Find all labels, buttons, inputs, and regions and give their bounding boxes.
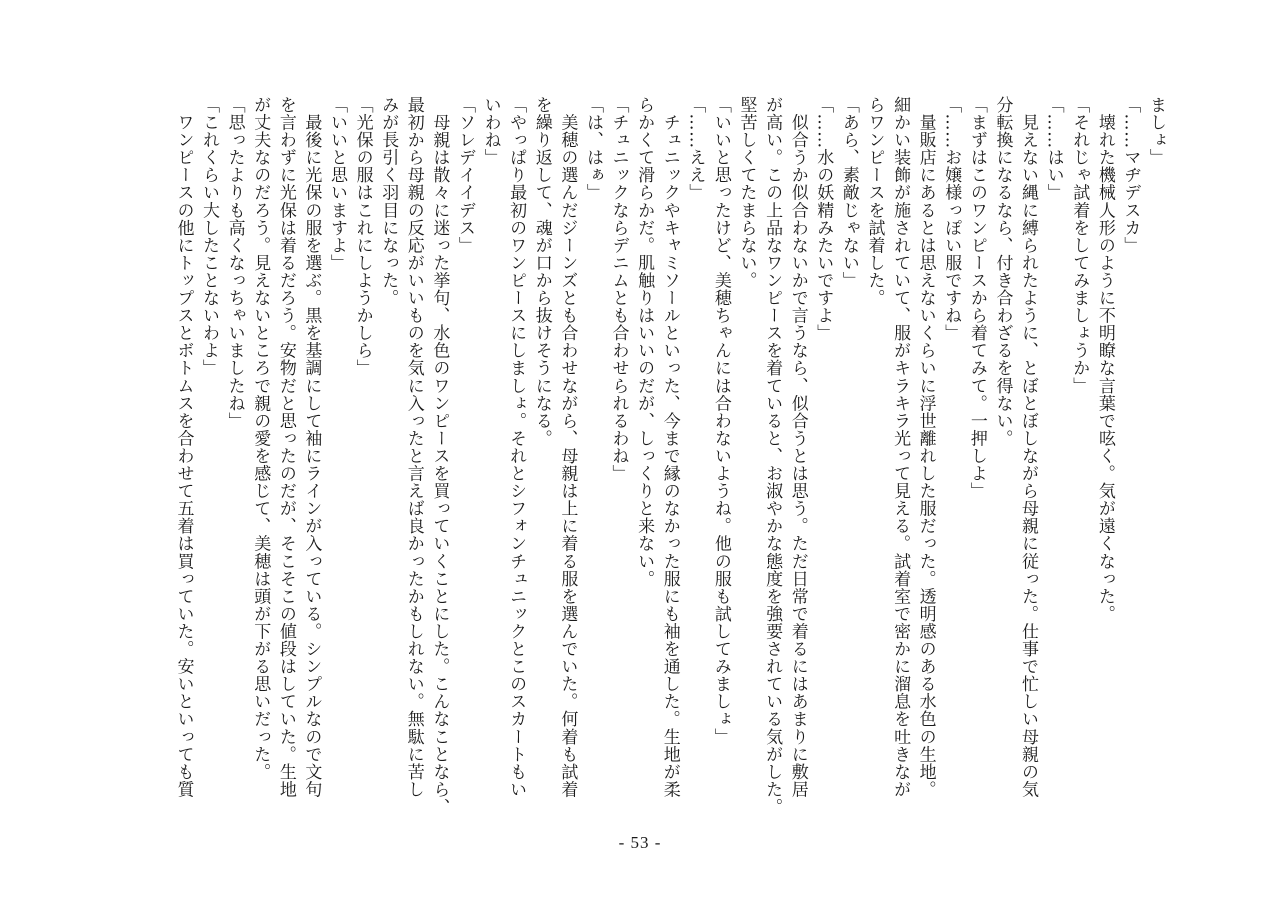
text-line: 堅苦しくてたまらない。 xyxy=(736,96,757,290)
text-line: 「は、はぁ」 xyxy=(582,96,603,202)
text-line: らかくて滑らかだ。肌触りはいいのだが、しっくりと来ない。 xyxy=(634,96,655,588)
text-line: 最後に光保の服を選ぶ。黒を基調にして袖にラインが入っている。シンプルなので文句 xyxy=(301,96,322,798)
text-line: 「いいと思いますよ」 xyxy=(327,96,347,272)
text-line: いわね」 xyxy=(480,96,501,167)
text-line: を繰り返して、魂が口から抜けそうになる。 xyxy=(531,96,552,447)
text-line: 「……マヂデスカ」 xyxy=(1120,96,1141,254)
text-line: ワンピースの他にトップスとボトムスを合わせて五着は買っていた。安いといっても質 xyxy=(173,96,194,798)
text-line: が高い。この上品なワンピースを着ていると、お淑やかな態度を強要されている気がした。 xyxy=(762,96,783,816)
vertical-text-body xyxy=(98,96,1168,816)
text-line: ましょ」 xyxy=(1146,96,1166,167)
text-line: 「……水の妖精みたいですよ」 xyxy=(813,96,834,342)
text-line: 「……はい」 xyxy=(1043,96,1064,202)
text-line: 量販店にあるとは思えないくらいに浮世離れした服だった。透明感のある水色の生地。 xyxy=(915,96,936,798)
text-line: みが長引く羽目になった。 xyxy=(378,96,399,307)
text-line: らワンピースを試着した。 xyxy=(864,96,885,307)
text-line: 見えない縄に縛られたように、とぼとぼしながら母親に従った。仕事で忙しい母親の気 xyxy=(1018,96,1039,798)
text-line: 「ソレデイイデス」 xyxy=(454,96,475,254)
text-line: 「まずはこのワンピースから着てみて。一押しよ」 xyxy=(966,96,987,500)
text-line: 「いいと思ったけど、美穂ちゃんには合わないようね。他の服も試してみましょ」 xyxy=(710,96,731,746)
text-line: が丈夫なのだろう。見えないところで親の愛を感じて、美穂は頭が下がる思いだった。 xyxy=(250,96,271,781)
text-line: 「思ったよりも高くなっちゃいましたね」 xyxy=(224,96,245,430)
text-line: チュニックやキャミソールといった、今まで縁のなかった服にも袖を通した。生地が柔 xyxy=(659,96,680,798)
text-line: 最初から母親の反応がいいものを気に入ったと言えば良かったかもしれない。無駄に苦し xyxy=(403,96,424,798)
text-line: 「それじゃ試着をしてみましょうか」 xyxy=(1069,96,1090,395)
text-line: 壊れた機械人形のように不明瞭な言葉で呟く。気が遠くなった。 xyxy=(1094,96,1115,623)
text-line: 美穂の選んだジーンズとも合わせながら、母親は上に着る服を選んでいた。何着も試着 xyxy=(557,96,578,798)
text-line: 「……お嬢様っぽい服ですね」 xyxy=(941,96,962,342)
text-line: 「チュニックならデニムとも合わせられるわね」 xyxy=(608,96,629,483)
text-line: 似合うか似合わないかで言うなら、似合うとは思う。ただ日常で着るにはあまりに敷居 xyxy=(787,96,808,798)
text-line: 「これくらい大したことないわよ」 xyxy=(199,96,220,377)
text-line: 母親は散々に迷った挙句、水色のワンピースを買っていくことにした。こんなことなら、 xyxy=(429,96,450,816)
page-number: - 53 - xyxy=(618,833,662,852)
text-line: 「あら、素敵じゃない」 xyxy=(838,96,859,290)
text-line: 細かい装飾が施されていて、服がキラキラ光って見える。試着室で密かに溜息を吐きなが xyxy=(890,96,911,798)
text-line: 分転換になるなら、付き合わざるを得ない。 xyxy=(992,96,1013,447)
text-line: 「やっぱり最初のワンピースにしましょ。それとシフォンチュニックとこのスカートもい xyxy=(506,96,527,798)
text-line: 「光保の服はこれにしようかしら」 xyxy=(352,96,373,377)
text-line: 「……ええ」 xyxy=(685,96,706,202)
text-line: を言わずに光保は着るだろう。安物だと思ったのだが、そこそこの値段はしていた。生地 xyxy=(275,96,296,798)
